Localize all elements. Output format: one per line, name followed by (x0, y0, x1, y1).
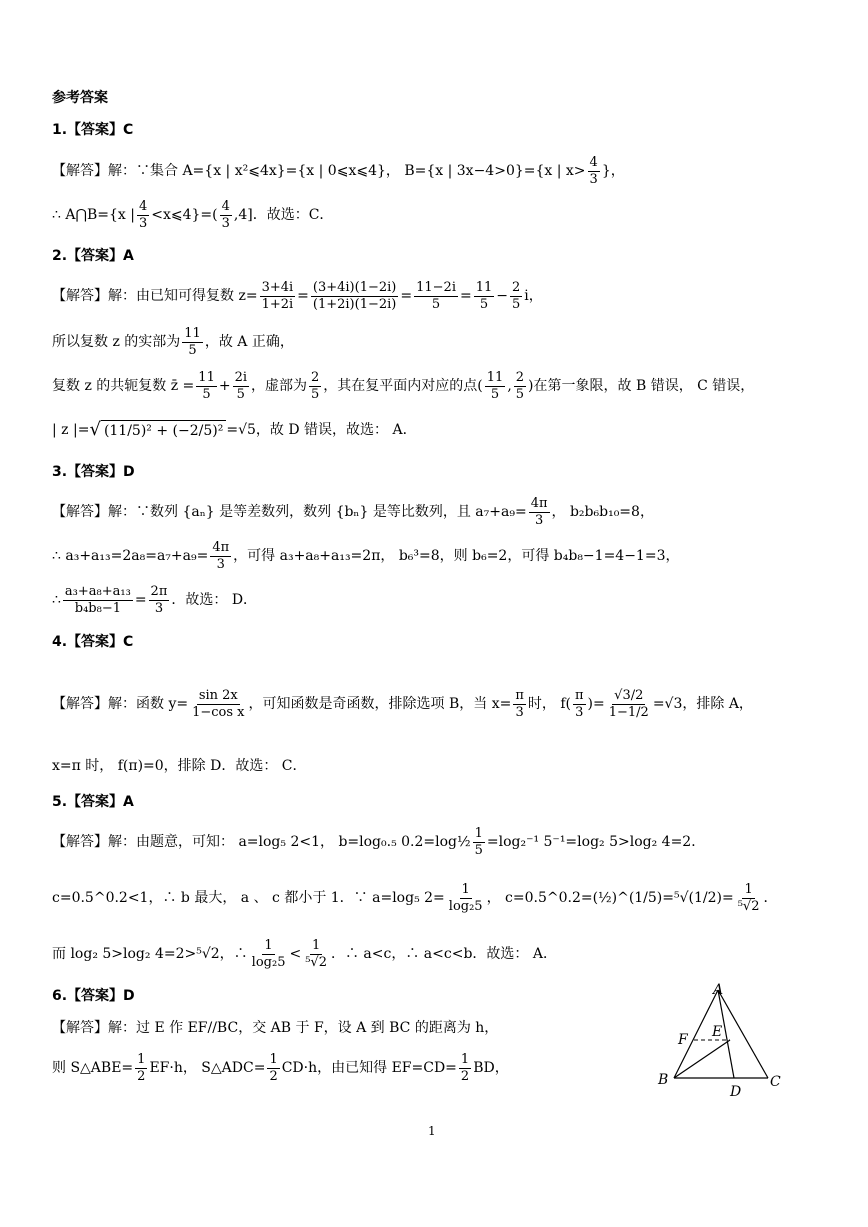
triangle-figure (650, 980, 790, 1100)
q1-line1-text: 【解答】解：∵集合 A={x | x²⩽4x}={x | 0⩽x⩽4}， B={x | 3x−4>0}={x | x> (52, 163, 586, 179)
fraction: $\frac{\pi}{3}$ (515, 687, 524, 720)
fraction: $\frac{1}{\text{log₂5}}$ (251, 937, 286, 970)
q6-line2-end: BD， (473, 1060, 509, 1076)
label-f: F (678, 1032, 688, 1048)
fraction: $\frac{1}{2}$ (460, 1051, 470, 1084)
label-e: E (712, 1024, 723, 1040)
q1-answer: 1.【答案】C (52, 122, 134, 138)
q2-line2-end: ，故 A 正确， (204, 334, 294, 350)
q2-line2-text: 所以复数 z 的实部为 (52, 334, 181, 350)
fraction: $\frac{1}{\text{⁵√2}}$ (737, 881, 760, 914)
fraction: $\frac{2\pi}{3}$ (150, 583, 168, 616)
q5-line2-end: ． (763, 890, 778, 906)
q2-line3-mid: ，虚部为 (251, 378, 308, 394)
q6-line2 (52, 1048, 509, 1088)
fraction: $\frac{3+4i}{1+2i}$ (261, 279, 294, 312)
q6-line1: 【解答】解：过 E 作 EF//BC，交 AB 于 F，设 A 到 BC 的距离为 h， (52, 1020, 499, 1036)
q2-line1: 【解答】解：由已知可得复数 z= $\frac{3+4i}{1+2i}$ = $\frac{(3+4i)(1-2i)}{(1+2i)(1-2i)}$ = $\frac{11-2i}{5}$ = $\frac{11}{5}$ − $\frac{2}{5}$ i， (52, 279, 543, 312)
q5-line3-mid: < (289, 946, 302, 962)
q5-answer: 5.【答案】A (52, 794, 134, 810)
fraction: $\frac{2i}{5}$ (234, 369, 248, 402)
fraction: $\frac{4}{3}$ (138, 198, 148, 231)
label-d: D (730, 1084, 742, 1100)
q2-line3: 复数 z 的共轭复数 z̄ = $\frac{11}{5}$ + $\frac{2i}{5}$ ，虚部为 $\frac{2}{5}$ ，其在复平面内对应的点( $\frac{11}{5}$ , $\frac{2}{5}$ )在第一象限，故 B 错误， C 错误， (52, 369, 755, 402)
q5-line1-end: =log₂⁻¹ 5⁻¹=log₂ 5>log₂ 4=2． (486, 834, 706, 850)
q5-line3-end: ．∴ a<c，∴ a<c<b．故选： A． (330, 946, 557, 962)
q3-line1-text: 【解答】解：∵数列 {aₙ} 是等差数列，数列 {bₙ} 是等比数列，且 a₇+a₉= (52, 504, 527, 520)
fraction: $\frac{1}{\text{⁵√2}}$ (305, 937, 327, 970)
q2-line3-text: 复数 z 的共轭复数 z̄ = (52, 378, 195, 394)
q3-line3-text: ∴ (52, 592, 61, 608)
q3-line1-end: ， b₂b₆b₁₀=8， (551, 504, 654, 520)
q4-line1-end: =√3，排除 A， (652, 696, 753, 712)
q5-line1 (52, 822, 705, 862)
q5-line2 (52, 876, 778, 920)
fraction: $\frac{2}{5}$ (512, 279, 521, 312)
q1-line1-end: }， (601, 163, 625, 179)
page-number: 1 (428, 1124, 436, 1138)
label-a: A (713, 982, 724, 998)
q2-line1-end: i， (524, 288, 543, 304)
complex-fraction: $\frac{√3/2}{1-1/2}$ (608, 687, 649, 720)
q6-line2-text: 则 S△ABE= (52, 1060, 134, 1076)
q4-line2: x=π 时， f(π)=0，排除 D．故选： C． (52, 758, 307, 774)
q4-line1-text: 【解答】解：函数 y= (52, 696, 189, 712)
fraction: $\frac{\pi}{3}$ (574, 687, 584, 720)
fraction: $\frac{11}{5}$ (486, 369, 504, 402)
q4-line1-mid3: )= (587, 696, 605, 712)
fraction: $\frac{11}{5}$ (475, 279, 493, 312)
q2-line1-text: 【解答】解：由已知可得复数 z= (52, 288, 258, 304)
sqrt-radicand: (11/5)² + (−2/5)² (101, 420, 226, 441)
q3-line2 (52, 536, 679, 576)
fraction: $\frac{1}{2}$ (137, 1051, 146, 1084)
fraction: $\frac{4}{3}$ (221, 198, 230, 231)
q1-line2-text: ∴ A⋂B={x | (52, 207, 135, 223)
fraction: $\frac{1}{\text{log₂5}}$ (448, 881, 483, 914)
q3-answer: 3.【答案】D (52, 464, 135, 480)
q6-line2-mid2: CD·h，由已知得 EF=CD= (281, 1060, 457, 1076)
q3-line2-text: ∴ a₃+a₁₃=2a₈=a₇+a₉= (52, 548, 209, 564)
q4-answer: 4.【答案】C (52, 634, 134, 650)
q2-line4-end: =√5，故 D 错误，故选： A． (226, 422, 417, 438)
fraction: $\frac{2}{5}$ (515, 369, 525, 402)
fraction: $\frac{11}{5}$ (184, 325, 201, 358)
q6-line2-mid: EF·h， S△ADC= (149, 1060, 266, 1076)
q5-line1-text: 【解答】解：由题意，可知： a=log₅ 2<1， b=log₀.₅ 0.2=log½ (52, 834, 471, 850)
fraction: $\frac{(3+4i)(1-2i)}{(1+2i)(1-2i)}$ (312, 279, 397, 312)
fraction: $\frac{4\pi}{3}$ (212, 539, 230, 572)
q1-line1 (52, 154, 625, 188)
q5-line2-text: c=0.5^0.2<1，∴ b 最大， a 、 c 都小于 1．∵ a=log₅ 2= (52, 890, 445, 906)
q2-line3-end: )在第一象限，故 B 错误， C 错误， (528, 378, 755, 394)
fraction: $\frac{11-2i}{5}$ (416, 279, 456, 312)
q5-line3 (52, 932, 557, 976)
q2-line4-text: | z |= (52, 422, 90, 438)
q2-line2 (52, 322, 294, 362)
q5-line2-mid: ， c=0.5^0.2=(½)^(1/5)=⁵√(1/2)= (486, 890, 734, 906)
fraction: $\frac{\text{a₃+a₈+a₁₃}}{\text{b₄b₈−1}}$ (64, 583, 131, 616)
fraction: $\frac{1}{5}$ (474, 825, 483, 858)
q2-line3-mid2: ，其在复平面内对应的点( (323, 378, 483, 394)
fraction: $\frac{2}{5}$ (311, 369, 320, 402)
q4-line1-mid2: 时， f( (527, 696, 571, 712)
q3-line1 (52, 492, 654, 532)
q6-answer: 6.【答案】D (52, 988, 135, 1004)
fraction: $\frac{4\pi}{3}$ (530, 495, 548, 528)
q3-line3: ∴ $\frac{\text{a₃+a₈+a₁₃}}{\text{b₄b₈−1}}$ = $\frac{2\pi}{3}$ ．故选： D． (52, 583, 258, 616)
q3-line3-end: ．故选： D． (171, 592, 258, 608)
label-b: B (658, 1072, 669, 1088)
label-c: C (770, 1074, 781, 1090)
q1-line2-end: ,4]．故选：C． (233, 207, 334, 223)
q2-line4: | z |= √ (11/5)² + (−2/5)² =√5，故 D 错误，故选： A． (52, 419, 417, 440)
fraction: $\frac{11}{5}$ (198, 369, 215, 402)
q4-line1-mid: ，可知函数是奇函数，排除选项 B，当 x= (248, 696, 512, 712)
q1-line2 (52, 198, 333, 232)
q3-line2-end: ，可得 a₃+a₈+a₁₃=2π， b₆³=8，则 b₆=2，可得 b₄b₈−1=4−1=3， (233, 548, 680, 564)
q5-line3-text: 而 log₂ 5>log₂ 4=2>⁵√2，∴ (52, 946, 248, 962)
page-title: 参考答案 (52, 90, 108, 106)
fraction: $\frac{1}{2}$ (269, 1051, 278, 1084)
fraction: $\frac{4}{3}$ (589, 154, 598, 187)
fraction: $\frac{\sin 2x}{\text{1−cos x}}$ (192, 687, 245, 720)
q2-answer: 2.【答案】A (52, 248, 134, 264)
q4-line1 (52, 664, 753, 744)
q1-line2-mid: <x⩽4}=( (151, 207, 218, 223)
